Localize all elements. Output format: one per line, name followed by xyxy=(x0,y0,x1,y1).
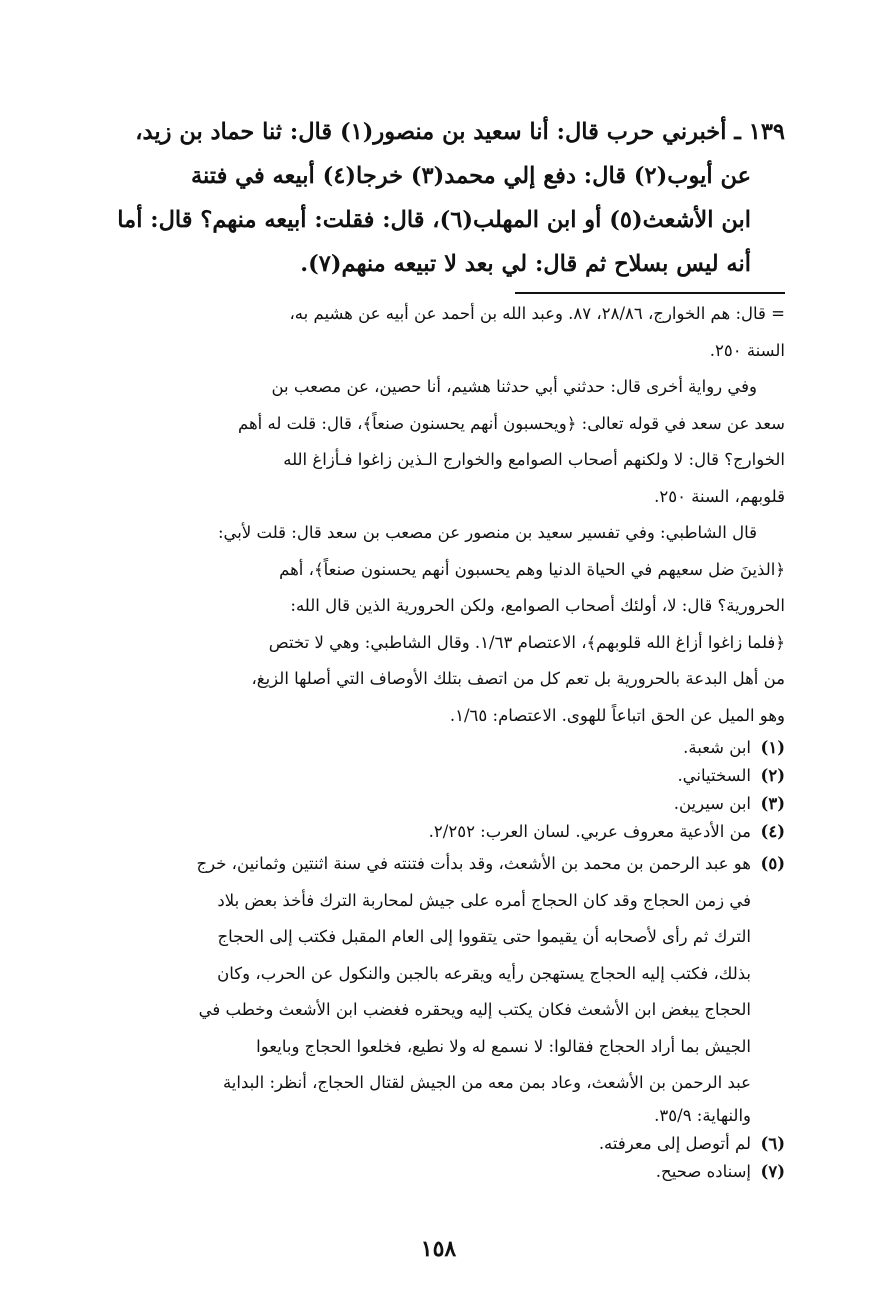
hadith-line-2: عن أيوب(٢) قال: دفع إلي محمد(٣) خرجا(٤) أبيعه في فتنة xyxy=(190,163,751,189)
hadith-line-4: أنه ليس بسلاح ثم قال: لي بعد لا تبيعه منهم(٧). xyxy=(300,251,751,277)
footnote-7 xyxy=(108,1158,785,1186)
footnote-text: في زمن الحجاج وقد كان الحجاج أمره على جيش لمحاربة الترك فأخذ بعض بلاد xyxy=(217,890,751,910)
footnote-text: الجيش بما أراد الحجاج فقالوا: لا نسمع له ولا نطيع، فخلعوا الحجاج وبايعوا xyxy=(256,1036,751,1056)
footnote-marker: (٤) xyxy=(760,822,785,841)
footnote-text: السختياني. xyxy=(677,766,751,785)
footnote-text: هو عبد الرحمن بن محمد بن الأشعث، وقد بدأت فتنته في سنة اثنتين وثمانين، خرج xyxy=(196,854,751,873)
hadith-line-1: ١٣٩ ـ أخبرني حرب قال: أنا سعيد بن منصور(١) قال: ثنا حماد بن زيد، xyxy=(135,119,785,145)
note-line: الخوارج؟ قال: لا ولكنهم أصحاب الصوامع والخوارج الـذين زاغوا فـأزاغ الله xyxy=(283,450,785,469)
footnote-marker: (٧) xyxy=(760,1161,785,1181)
footnote-text: عبد الرحمن بن الأشعث، وعاد بمن معه من الجيش لقتال الحجاج، أنظر: البداية xyxy=(222,1073,751,1092)
note-line: من أهل البدعة بالحرورية بل تعم كل من اتصف بتلك الأوصاف التي أصلها الزيغ، xyxy=(251,669,785,688)
hadith-line-3: ابن الأشعث(٥) أو ابن المهلب(٦)، قال: فقلت: أبيعه منهم؟ قال: أما xyxy=(117,207,751,233)
hadith-number: ١٣٩ ـ xyxy=(734,119,785,145)
footnote-text: بذلك، فكتب إليه الحجاج يستهجن رأيه ويقرعه بالجبن والنكول عن الحرب، وكان xyxy=(217,963,751,983)
footnote-paragraph xyxy=(108,369,785,515)
note-line: وفي رواية أخرى قال: حدثني أبي حدثنا هشيم، أنا حصين، عن مصعب بن xyxy=(271,377,757,396)
footnote-text: الحجاج يبغض ابن الأشعث فكان يكتب إليه ويحقره فغضب ابن الأشعث وخطب في xyxy=(198,1000,751,1019)
page-number: ١٥٨ xyxy=(420,1236,457,1262)
note-line: قال الشاطبي: وفي تفسير سعيد بن منصور عن مصعب بن سعد قال: قلت لأبي: xyxy=(217,523,757,542)
note-line: ﴿فلما زاغوا أزاغ الله قلوبهم﴾، الاعتصام ١/٦٣. وقال الشاطبي: وهي لا تختص xyxy=(268,632,785,652)
footnote-continuation xyxy=(108,296,785,369)
footnote-text: والنهاية: ٣٥/٩. xyxy=(654,1105,751,1125)
footnote-text: الترك ثم رأى لأصحابه أن يقيموا حتى يتقووا إلى العام المقبل فكتب إلى الحجاج xyxy=(217,927,751,946)
note-line: السنة ٢٥٠. xyxy=(709,340,785,360)
footnotes-section xyxy=(108,296,785,1186)
footnote-3 xyxy=(108,790,785,818)
footnote-text: ابن شعبة. xyxy=(683,738,751,757)
note-line: ﴿الذينَ ضل سعيهم في الحياة الدنيا وهم يحسبون أنهم يحسنون صنعاً﴾، أهم xyxy=(279,559,785,579)
footnote-separator xyxy=(515,292,785,294)
footnote-marker: (١) xyxy=(760,738,785,757)
footnote-marker: (٥) xyxy=(760,854,785,873)
note-line: وهو الميل عن الحق اتباعاً للهوى. الاعتصام: ١/٦٥. xyxy=(449,705,785,725)
footnote-text: إسناده صحيح. xyxy=(655,1161,751,1181)
note-line: قلوبهم، السنة ٢٥٠. xyxy=(654,486,785,506)
footnote-marker: (٣) xyxy=(760,794,785,813)
hadith-text xyxy=(110,110,785,286)
footnote-text: من الأدعية معروف عربي. لسان العرب: ٢/٢٥٢. xyxy=(428,822,751,841)
footnote-1 xyxy=(108,734,785,762)
footnote-paragraph xyxy=(108,515,785,734)
note-line: الحرورية؟ قال: لا، أولئك أصحاب الصوامع، ولكن الحرورية الذين قال الله: xyxy=(290,596,785,615)
footnote-6 xyxy=(108,1130,785,1158)
footnote-2 xyxy=(108,762,785,790)
footnote-text: لم أتوصل إلى معرفته. xyxy=(598,1133,751,1153)
footnote-marker: (٢) xyxy=(760,766,785,785)
note-line: = قال: هم الخوارج، ٢٨/٨٦، ٨٧. وعبد الله بن أحمد عن أبيه عن هشيم به، xyxy=(289,304,785,323)
footnote-5 xyxy=(108,846,785,1130)
footnote-marker: (٦) xyxy=(760,1133,785,1153)
footnote-text: ابن سيرين. xyxy=(673,794,751,813)
note-line: سعد عن سعد في قوله تعالى: ﴿ويحسبون أنهم يحسنون صنعاً﴾، قال: قلت له أهم xyxy=(237,413,785,433)
footnote-4 xyxy=(108,818,785,846)
